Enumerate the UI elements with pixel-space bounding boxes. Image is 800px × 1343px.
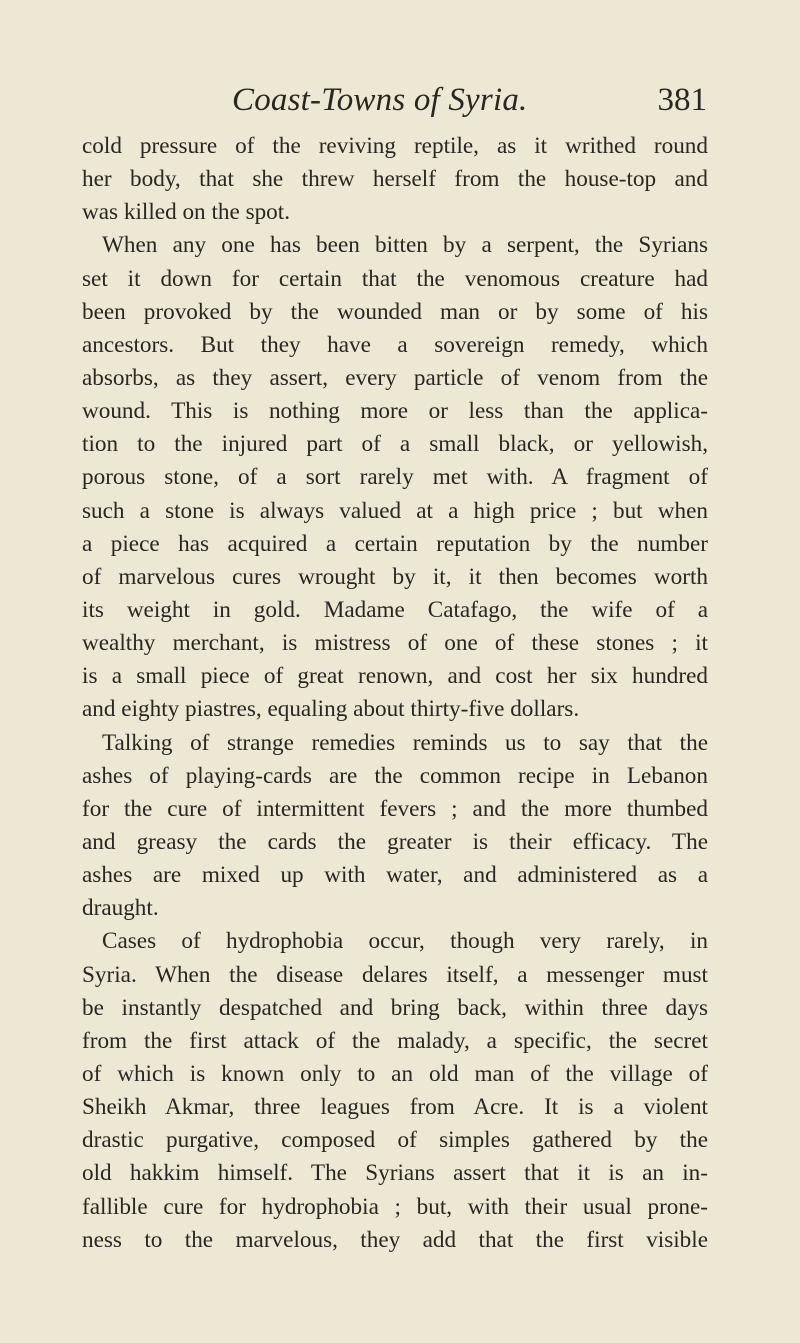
body-text (82, 130, 708, 1257)
text-line: Talking of strange remedies reminds us to say that the (102, 729, 708, 756)
text-line: was killed on the spot. (82, 199, 291, 226)
text-line: Sheikh Akmar, three leagues from Acre. It is a violent (82, 1094, 708, 1121)
text-line: set it down for certain that the venomous creature had (82, 265, 708, 292)
text-line: cold pressure of the reviving reptile, as it writhed round (82, 133, 708, 159)
text-line: ashes of playing-cards are the common recipe in Lebanon (82, 762, 708, 789)
text-line: been provoked by the wounded man or by some of his (82, 298, 708, 325)
text-line: Cases of hydrophobia occur, though very rarely, in (102, 928, 708, 955)
running-head (82, 80, 707, 128)
text-line: and eighty piastres, equaling about thirty-five dollars. (82, 696, 580, 723)
text-line: draught. (82, 895, 159, 922)
text-line: old hakkim himself. The Syrians assert that it is an in- (82, 1160, 708, 1187)
text-line: for the cure of intermittent fevers ; and the more thumbed (82, 795, 708, 822)
text-line: tion to the injured part of a small black, or yellowish, (82, 431, 708, 458)
text-line: her body, that she threw herself from the house-top and (82, 166, 708, 193)
text-line: absorbs, as they assert, every particle of venom from the (82, 364, 708, 391)
text-line: a piece has acquired a certain reputation by the number (82, 530, 708, 557)
text-line: ashes are mixed up with water, and administered as a (82, 862, 708, 889)
text-line: be instantly despatched and bring back, within three days (82, 994, 708, 1021)
text-line: fallible cure for hydrophobia ; but, with their usual prone- (82, 1193, 708, 1220)
text-line: such a stone is always valued at a high price ; but when (82, 497, 708, 524)
text-line: When any one has been bitten by a serpent, the Syrians (102, 232, 708, 259)
text-line: and greasy the cards the greater is their efficacy. The (82, 828, 708, 855)
text-line: from the first attack of the malady, a specific, the secret (82, 1027, 708, 1054)
text-line: of which is known only to an old man of the village of (82, 1060, 708, 1087)
text-line: drastic purgative, composed of simples gathered by the (82, 1127, 708, 1154)
running-title: Coast-Towns of Syria. (232, 82, 528, 118)
text-line: of marvelous cures wrought by it, it then becomes worth (82, 563, 708, 590)
text-line: is a small piece of great renown, and cost her six hundred (82, 663, 708, 690)
text-line: its weight in gold. Madame Catafago, the wife of a (82, 596, 708, 623)
text-line: porous stone, of a sort rarely met with. A fragment of (82, 464, 708, 491)
page-number: 381 (657, 82, 707, 118)
text-line: Syria. When the disease delares itself, a messenger must (82, 961, 708, 988)
text-line: ancestors. But they have a sovereign remedy, which (82, 331, 708, 358)
text-line: wealthy merchant, is mistress of one of these stones ; it (82, 630, 708, 657)
text-line: ness to the marvelous, they add that the first visible (82, 1226, 708, 1253)
text-line: wound. This is nothing more or less than the applica- (82, 398, 708, 425)
